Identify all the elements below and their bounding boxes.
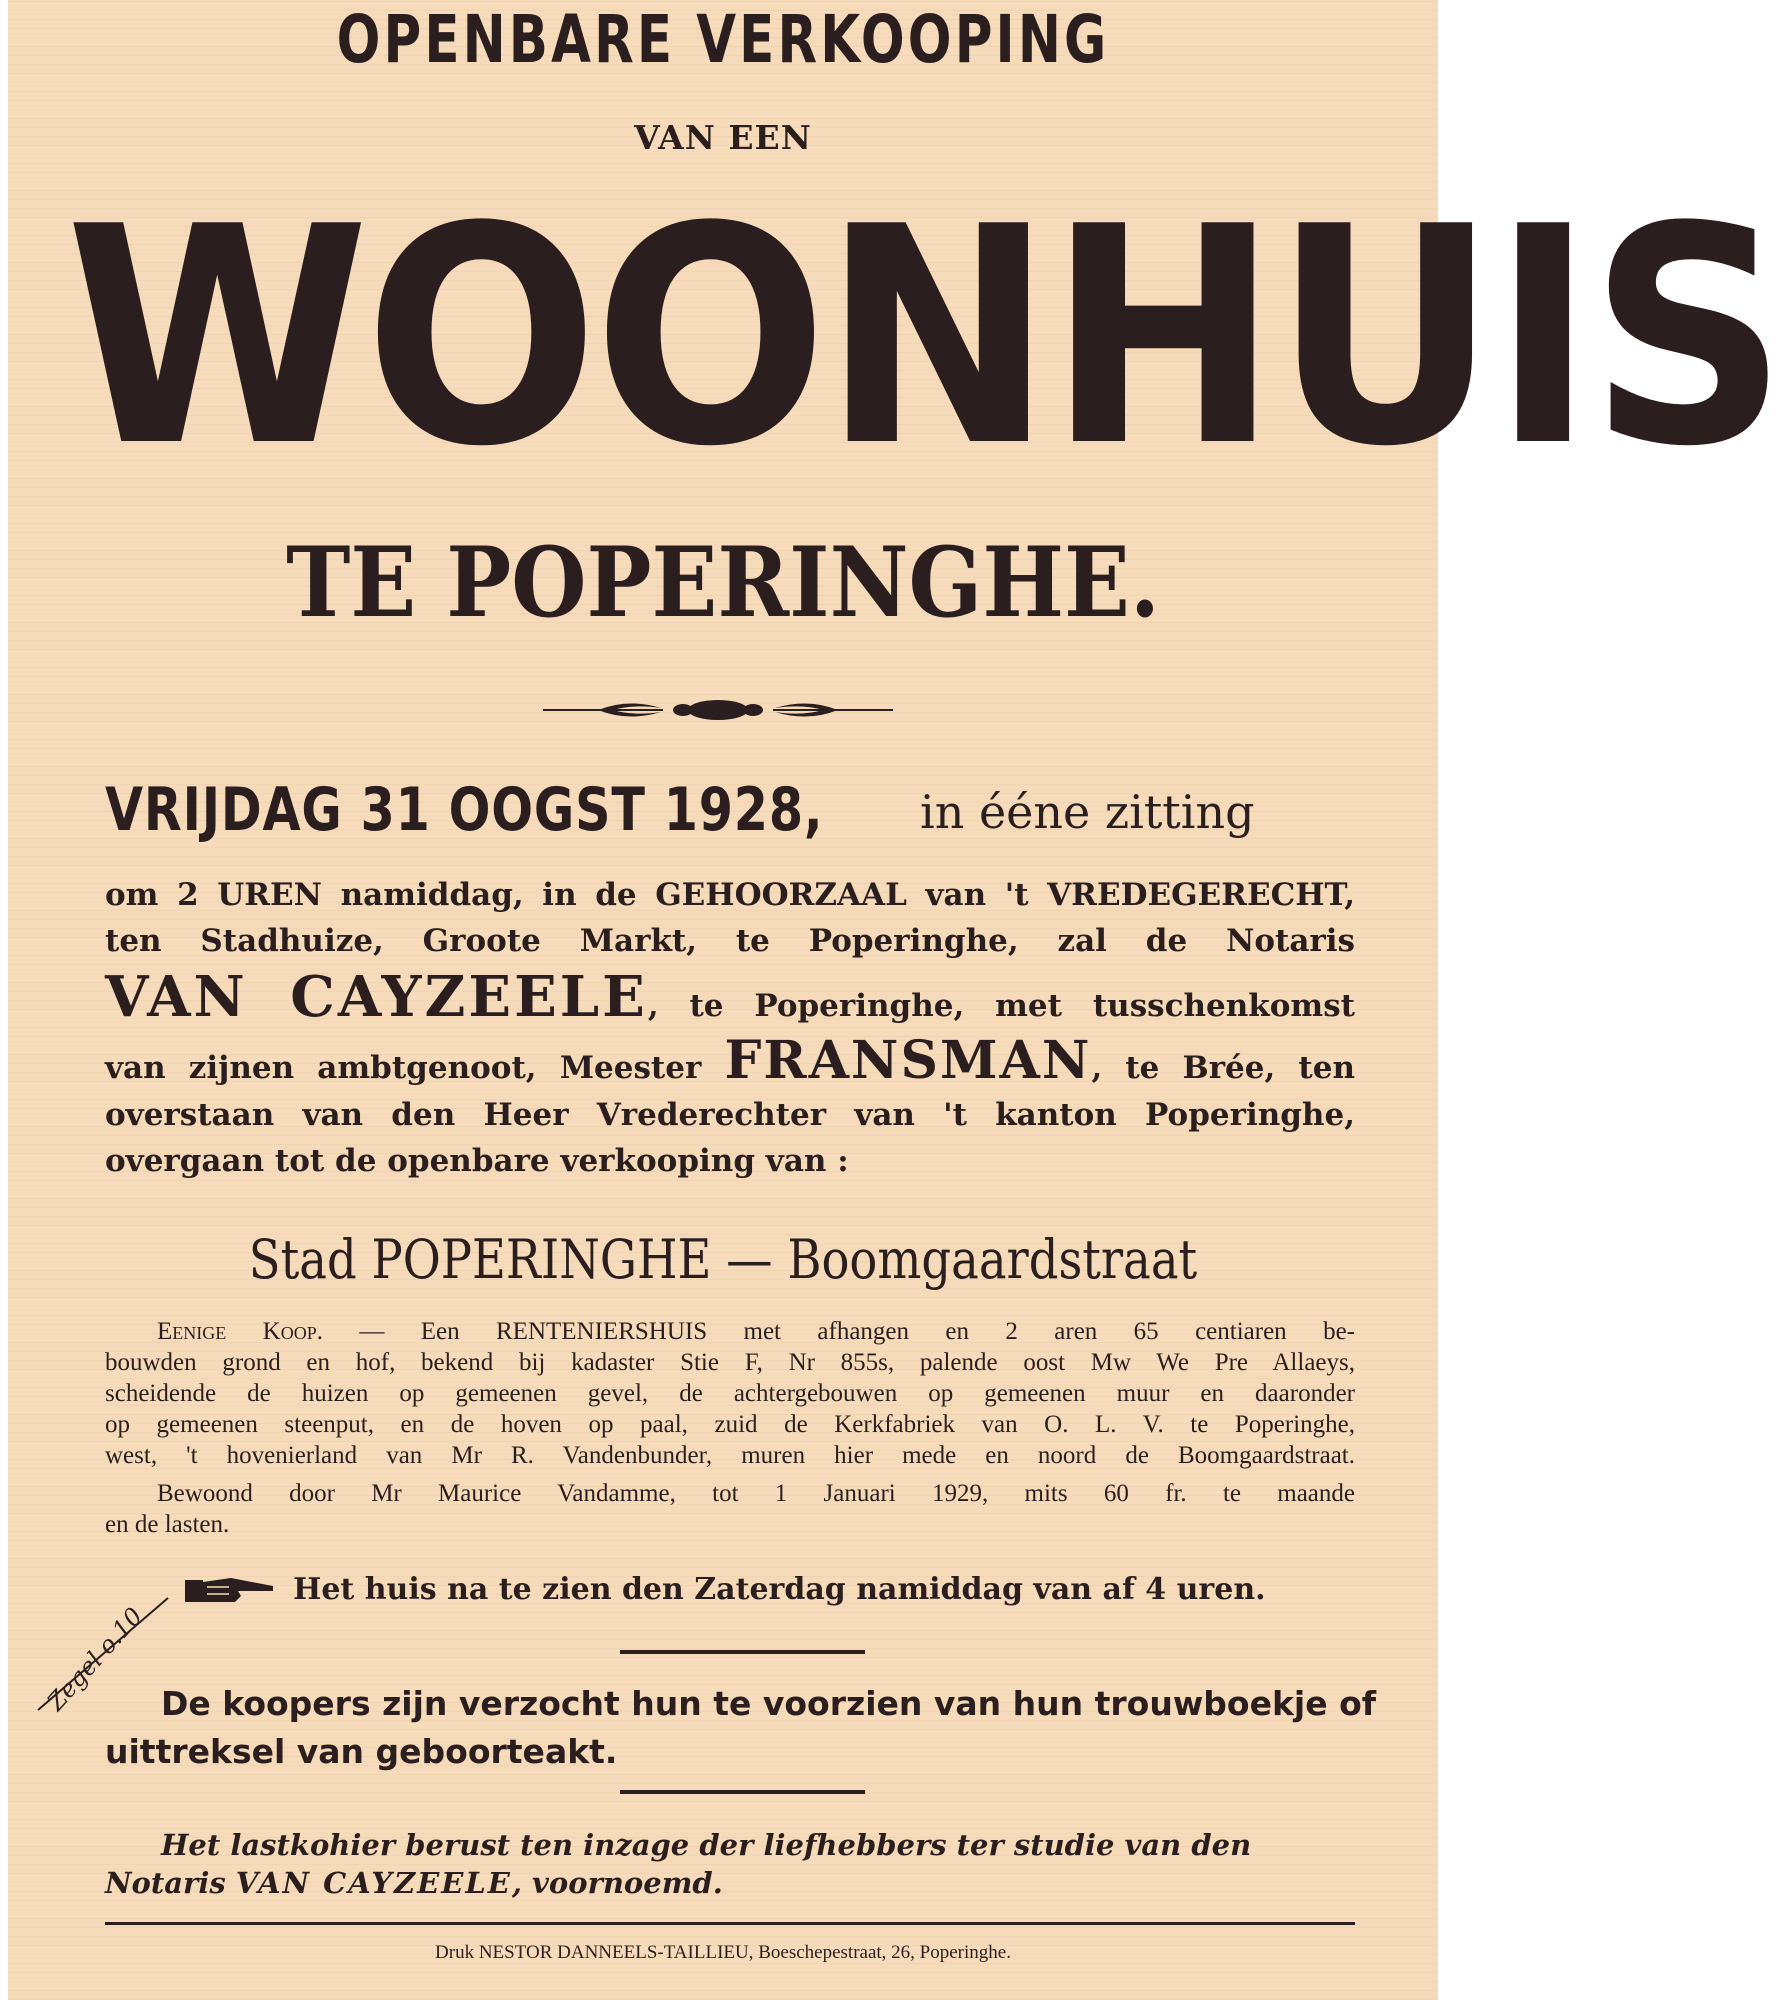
desc-line-5: west, 't hovenierland van Mr R. Vandenbunder, muren hier mede en noord de Boomgaardstraat. <box>105 1442 1355 1469</box>
intro-line-6: overgaan tot de openbare verkooping van : <box>105 1143 849 1179</box>
desc-line-7: en de lasten. <box>105 1511 230 1538</box>
printer-credit: Druk NESTOR DANNEELS-TAILLIEU, Boeschepestraat, 26, Poperinghe. <box>435 1942 1011 1963</box>
lastkohier-notary: VAN CAYZEELE <box>235 1866 512 1900</box>
title-van-een: VAN EEN <box>634 118 812 157</box>
intro-line-3 <box>105 964 1355 1030</box>
sale-date <box>105 775 1355 861</box>
lastkohier-line-1: Het lastkohier berust ten inzage der liefhebbers ter studie van den <box>161 1828 1252 1862</box>
intro-line-5: overstaan van den Heer Vrederechter van 't kanton Poperinghe, <box>105 1097 1355 1133</box>
viewing-text: Het huis na te zien den Zaterdag namiddag van af 4 uren. <box>293 1572 1266 1607</box>
buyers-note <box>105 1680 1377 1776</box>
lastkohier-line-2-pre: Notaris <box>105 1866 236 1900</box>
intro-line-1: om 2 UREN namiddag, in de GEHOORZAAL van 't VREDEGERECHT, <box>105 877 1355 913</box>
notary-name: VAN CAYZEELE <box>105 964 648 1030</box>
lastkohier-line-2-rest: , voornoemd. <box>511 1866 723 1900</box>
desc-line-6: Bewoond door Mr Maurice Vandamme, tot 1 Januari 1929, mits 60 fr. te maande <box>157 1480 1355 1507</box>
sub-heading: Stad POPERINGHE — Boomgaardstraat <box>248 1228 1198 1291</box>
buyers-line-1: De koopers zijn verzocht hun te voorzien van hun trouwboekje of <box>161 1684 1377 1723</box>
intro-line-4-pre: van zijnen ambtgenoot, Meester <box>105 1050 702 1086</box>
desc-line-3: scheidende de huizen op gemeenen gevel, de achtergebouwen op gemeenen muur en daaronder <box>105 1380 1355 1407</box>
footer-rule <box>105 1922 1355 1925</box>
property-description <box>105 1316 1355 1540</box>
flourish-divider-icon <box>543 690 893 730</box>
title-place: TE POPERINGHE. <box>286 526 1160 639</box>
poster <box>8 0 1782 2000</box>
intro-line-2: ten Stadhuize, Groote Markt, te Poperinghe, zal de Notaris <box>105 923 1355 959</box>
intro-line-4 <box>105 1030 1355 1092</box>
desc-line-1-rest: — Een RENTENIERSHUIS met afhangen en 2 aren 65 centiaren be- <box>322 1318 1355 1345</box>
pointing-hand-icon <box>183 1570 278 1610</box>
intro-line-4-rest: , te Brée, ten <box>1091 1050 1356 1086</box>
lastkohier-note <box>105 1826 1355 1902</box>
title-main: WOONHUIS <box>65 163 1782 512</box>
viewing-note <box>183 1570 1266 1615</box>
desc-lead: Eenige Koop. <box>157 1318 323 1345</box>
divider-rule-1 <box>620 1650 865 1654</box>
buyers-line-2: uittreksel van geboorteakt. <box>105 1732 618 1771</box>
title-top: OPENBARE VERKOOPING <box>336 1 1110 78</box>
divider-rule-2 <box>620 1790 865 1794</box>
desc-line-2: bouwden grond en hof, bekend bij kadaster Stie F, Nr 855s, palende oost Mw We Pre Allaeys, <box>105 1349 1355 1376</box>
sale-date-bold: VRIJDAG 31 OOGST 1928, <box>105 775 824 845</box>
intro-line-3-rest: , te Poperinghe, met tusschenkomst <box>647 988 1355 1024</box>
stamp-text: Zegel o.10 <box>41 1602 149 1717</box>
desc-line-1 <box>105 1316 1355 1347</box>
sale-date-rest: in ééne zitting <box>920 785 1255 839</box>
desc-line-4: op gemeenen steenput, en de hoven op paal, zuid de Kerkfabriek van O. L. V. te Poperinghe, <box>105 1411 1355 1438</box>
colleague-name: FRANSMAN <box>724 1030 1092 1091</box>
lastkohier-line-2 <box>105 1864 1355 1902</box>
intro-paragraph <box>105 872 1355 1184</box>
